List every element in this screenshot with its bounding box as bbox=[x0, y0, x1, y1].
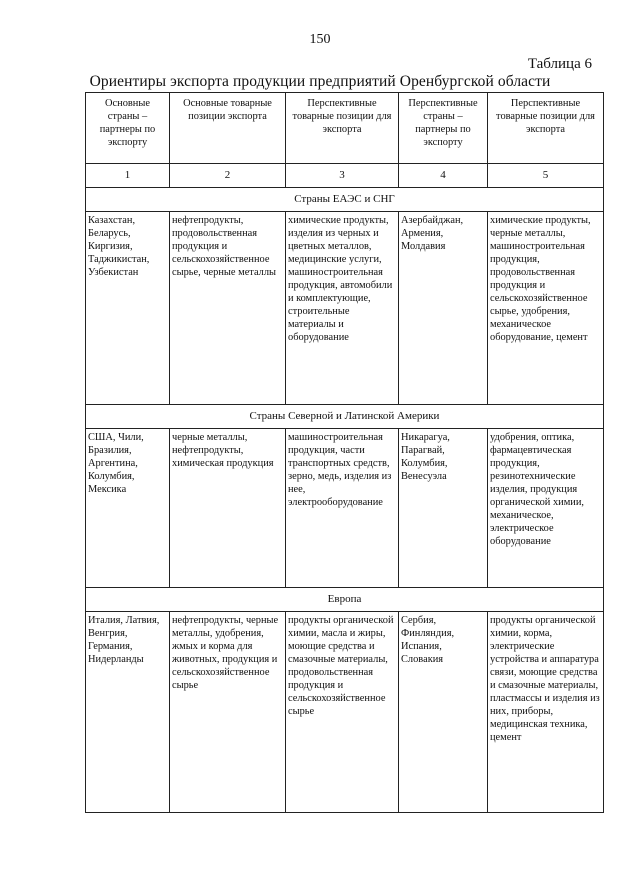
section-row-americas bbox=[86, 405, 604, 429]
page-number: 150 bbox=[309, 32, 331, 47]
column-header-main-products: Основные товарные позиции экспорта bbox=[170, 93, 286, 164]
section-row-europe bbox=[86, 588, 604, 612]
section-title: Страны Северной и Латинской Америки bbox=[86, 405, 604, 429]
table-row bbox=[86, 212, 604, 405]
table-cell: Азербайджан, Армения, Молдавия bbox=[399, 212, 488, 405]
section-title: Страны ЕАЭС и СНГ bbox=[86, 188, 604, 212]
section-title: Европа bbox=[86, 588, 604, 612]
column-number: 2 bbox=[170, 164, 286, 188]
export-table bbox=[85, 92, 604, 813]
column-header-prospective-partners: Перспективные страны – партнеры по экспорту bbox=[399, 93, 488, 164]
table-label: Таблица 6 bbox=[527, 56, 592, 72]
table-cell: удобрения, оптика, фармацевтическая продукция, резинотехнические изделия, продукция органической химии, механическое, электрическое оборудование bbox=[488, 429, 604, 588]
table-row bbox=[86, 429, 604, 588]
section-row-eaes bbox=[86, 188, 604, 212]
table-cell: Казахстан, Беларусь, Киргизия, Таджикистан, Узбекистан bbox=[86, 212, 170, 405]
table-cell: нефтепродукты, черные металлы, удобрения, жмых и корма для животных, продукция и сельскохозяйственное сырье bbox=[170, 612, 286, 813]
table-cell: США, Чили, Бразилия, Аргентина, Колумбия, Мексика bbox=[86, 429, 170, 588]
table-cell: продукты органической химии, корма, электрические устройства и аппаратура связи, моющие средства и смазочные материалы, пластмассы и изделия из них, приборы, медицинская техника, цемент bbox=[488, 612, 604, 813]
table-cell: Никарагуа, Парагвай, Колумбия, Венесуэла bbox=[399, 429, 488, 588]
table-cell: нефтепродукты, продовольственная продукция и сельскохозяйственное сырье, черные металлы bbox=[170, 212, 286, 405]
column-number-row bbox=[86, 164, 604, 188]
column-header-prospective-products-2: Перспективные товарные позиции для экспорта bbox=[488, 93, 604, 164]
table-header-row bbox=[86, 93, 604, 164]
column-number: 5 bbox=[488, 164, 604, 188]
table-title: Ориентиры экспорта продукции предприятий Оренбургской области bbox=[89, 73, 551, 90]
table-cell: продукты органической химии, масла и жиры, моющие средства и смазочные материалы, продовольственная продукция и сельскохозяйственное сырье bbox=[286, 612, 399, 813]
column-number: 3 bbox=[286, 164, 399, 188]
table-cell: Сербия, Финляндия, Испания, Словакия bbox=[399, 612, 488, 813]
column-header-main-partners: Основные страны – партнеры по экспорту bbox=[86, 93, 170, 164]
table-cell: Италия, Латвия, Венгрия, Германия, Нидерланды bbox=[86, 612, 170, 813]
table-cell: химические продукты, изделия из черных и цветных металлов, медицинские услуги, машиностроительная продукция, автомобили и комплектующие, строительные материалы и оборудование bbox=[286, 212, 399, 405]
column-number: 1 bbox=[86, 164, 170, 188]
table-cell: химические продукты, черные металлы, машиностроительная продукция, продовольственная продукция и сельскохозяйственное сырье, удобрения, механическое оборудование, цемент bbox=[488, 212, 604, 405]
column-number: 4 bbox=[399, 164, 488, 188]
column-header-prospective-products: Перспективные товарные позиции для экспорта bbox=[286, 93, 399, 164]
table-cell: машиностроительная продукция, части транспортных средств, зерно, медь, изделия из нее, электрооборудование bbox=[286, 429, 399, 588]
table-row bbox=[86, 612, 604, 813]
table-cell: черные металлы, нефтепродукты, химическая продукция bbox=[170, 429, 286, 588]
